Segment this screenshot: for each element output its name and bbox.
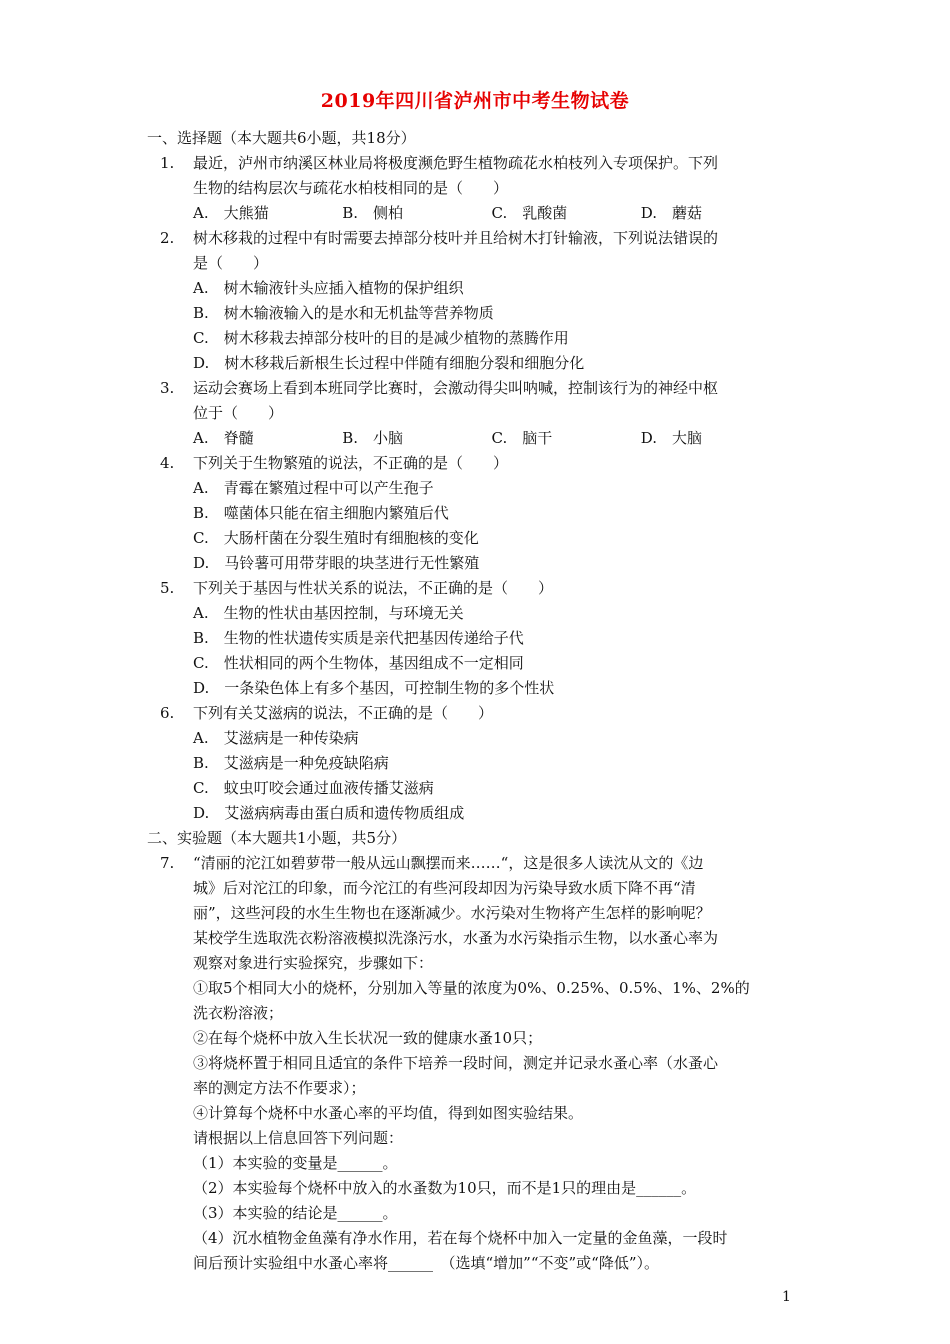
- page-title: 2019年四川省泸州市中考生物试卷: [320, 90, 630, 112]
- option-d: D. 一条染色体上有多个基因，可控制生物的多个性状: [193, 679, 555, 697]
- page-number: 1: [782, 1289, 791, 1305]
- question-1: [160, 151, 790, 201]
- question-3: [160, 376, 790, 426]
- experiment-step-2: ②在每个烧杯中放入生长状况一致的健康水蚤10只；: [193, 1029, 543, 1047]
- question-text: 某校学生选取洗衣粉溶液模拟洗涤污水，水蚤为水污染指示生物，以水蚤心率为: [193, 929, 719, 947]
- question-text: 运动会赛场上看到本班同学比赛时，会激动得尖叫呐喊，控制该行为的神经中枢: [193, 379, 719, 397]
- option-c: C. 大肠杆菌在分裂生殖时有细胞核的变化: [193, 529, 479, 547]
- option-b: B. 生物的性状遗传实质是亲代把基因传递给子代: [193, 629, 524, 647]
- option-d: D. 蘑菇: [640, 204, 703, 222]
- question-number: 3.: [160, 379, 175, 397]
- option-b: B. 艾滋病是一种免疫缺陷病: [193, 754, 389, 772]
- question-text: 丽”，这些河段的水生生物也在逐渐减少。水污染对生物将产生怎样的影响呢？: [193, 904, 711, 922]
- question-text: 城》后对沱江的印象，而今沱江的有些河段却因为污染导致水质下降不再“清: [193, 879, 696, 897]
- question-text: 是（ ）: [193, 254, 269, 272]
- option-b: B. 树木输液输入的是水和无机盐等营养物质: [193, 304, 494, 322]
- section-heading-choice: 一、选择题（本大题共6小题，共18分）: [147, 129, 416, 147]
- section-heading-experiment: 二、实验题（本大题共1小题，共5分）: [147, 829, 407, 847]
- experiment-step-1: ①取5个相同大小的烧杯，分别加入等量的浓度为0%、0.25%、0.5%、1%、2%的: [193, 979, 750, 997]
- question-6: [160, 701, 790, 726]
- options-row: [160, 426, 790, 451]
- option-b: B. 小脑: [342, 429, 404, 447]
- experiment-step-4: ④计算每个烧杯中水蚤心率的平均值，得到如图实验结果。: [193, 1104, 584, 1122]
- question-prompt: 请根据以上信息回答下列问题：: [193, 1129, 404, 1147]
- question-text: 下列关于基因与性状关系的说法，不正确的是（ ）: [193, 579, 554, 597]
- experiment-step-3: ③将烧杯置于相同且适宜的条件下培养一段时间，测定并记录水蚤心率（水蚤心: [193, 1054, 719, 1072]
- option-c: C. 蚊虫叮咬会通过血液传播艾滋病: [193, 779, 434, 797]
- option-c: C. 乳酸菌: [491, 204, 568, 222]
- question-text: 观察对象进行实验探究，步骤如下：: [193, 954, 434, 972]
- question-2: [160, 226, 790, 276]
- question-5: [160, 576, 790, 601]
- question-number: 2.: [160, 229, 175, 247]
- option-a: A. 青霉在繁殖过程中可以产生孢子: [193, 479, 434, 497]
- question-number: 4.: [160, 454, 175, 472]
- option-a: A. 脊髓: [193, 429, 254, 447]
- question-text: 树木移栽的过程中有时需要去掉部分枝叶并且给树木打针输液，下列说法错误的: [193, 229, 719, 247]
- option-a: A. 艾滋病是一种传染病: [193, 729, 359, 747]
- option-d: D. 马铃薯可用带芽眼的块茎进行无性繁殖: [193, 554, 480, 572]
- question-text: 下列有关艾滋病的说法，不正确的是（ ）: [193, 704, 494, 722]
- sub-question-4-cont: 间后预计实验组中水蚤心率将______ （选填“增加”“不变”或“降低”）。: [193, 1254, 660, 1272]
- question-number: 5.: [160, 579, 175, 597]
- question-number: 1.: [160, 154, 175, 172]
- option-d: D. 大脑: [640, 429, 703, 447]
- option-a: A. 树木输液针头应插入植物的保护组织: [193, 279, 464, 297]
- option-c: C. 树木移栽去掉部分枝叶的目的是减少植物的蒸腾作用: [193, 329, 569, 347]
- option-d: D. 树木移栽后新根生长过程中伴随有细胞分裂和细胞分化: [193, 354, 585, 372]
- question-number: 7.: [160, 854, 175, 872]
- question-text: 下列关于生物繁殖的说法，不正确的是（ ）: [193, 454, 509, 472]
- sub-question-1: （1）本实验的变量是______。: [193, 1154, 398, 1172]
- option-a: A. 大熊猫: [193, 204, 269, 222]
- question-text: 位于（ ）: [193, 404, 284, 422]
- question-number: 6.: [160, 704, 175, 722]
- sub-question-2: （2）本实验每个烧杯中放入的水蚤数为10只，而不是1只的理由是______。: [193, 1179, 697, 1197]
- options-row: [160, 201, 790, 226]
- option-b: B. 噬菌体只能在宿主细胞内繁殖后代: [193, 504, 449, 522]
- sub-question-4: （4）沉水植物金鱼藻有净水作用，若在每个烧杯中加入一定量的金鱼藻，一段时: [193, 1229, 728, 1247]
- question-text: “清丽的沱江如碧萝带一般从远山飘摆而来……“，这是很多人读沈从文的《边: [193, 854, 704, 872]
- option-c: C. 脑干: [491, 429, 553, 447]
- question-text: 最近，泸州市纳溪区林业局将极度濒危野生植物疏花水柏枝列入专项保护。下列: [193, 154, 719, 172]
- option-c: C. 性状相同的两个生物体，基因组成不一定相同: [193, 654, 524, 672]
- experiment-step-1-cont: 洗衣粉溶液；: [193, 1004, 284, 1022]
- exam-content: [147, 126, 790, 1276]
- question-7: [160, 851, 790, 1276]
- option-a: A. 生物的性状由基因控制，与环境无关: [193, 604, 464, 622]
- question-text: 生物的结构层次与疏花水柏枝相同的是（ ）: [193, 179, 509, 197]
- experiment-step-3-cont: 率的测定方法不作要求）；: [193, 1079, 366, 1097]
- question-4: [160, 451, 790, 476]
- option-b: B. 侧柏: [342, 204, 404, 222]
- sub-question-3: （3）本实验的结论是______。: [193, 1204, 398, 1222]
- option-d: D. 艾滋病病毒由蛋白质和遗传物质组成: [193, 804, 465, 822]
